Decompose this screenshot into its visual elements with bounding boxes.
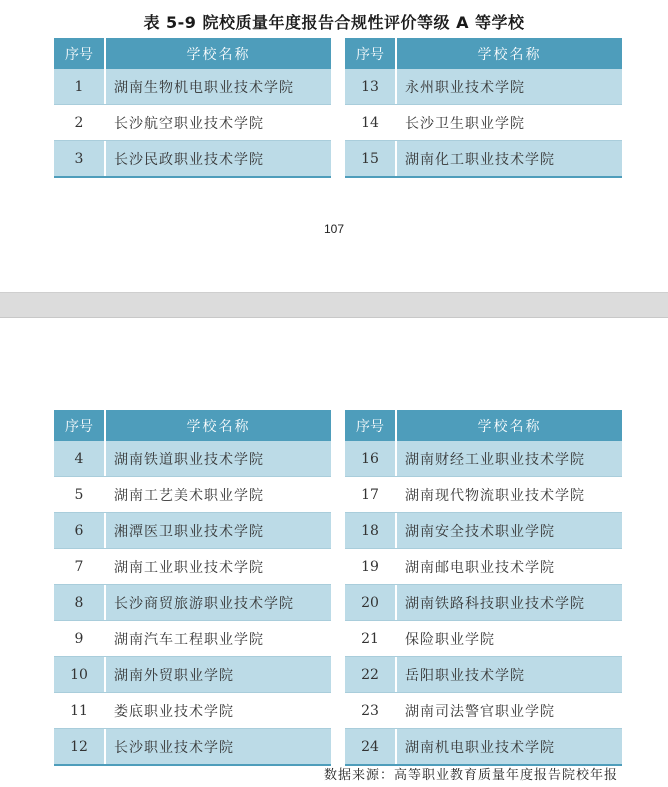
row-number: 16 [345, 441, 397, 476]
table-top-left [54, 38, 331, 178]
table-row [345, 693, 622, 729]
table-row [54, 729, 331, 766]
row-number: 7 [54, 549, 106, 584]
table-row [345, 441, 622, 477]
table-row [54, 657, 331, 693]
table-row [54, 105, 331, 141]
table-bottom-right [345, 410, 622, 766]
row-number: 12 [54, 729, 106, 764]
row-number: 13 [345, 69, 397, 104]
page-gap [0, 292, 668, 318]
school-name: 湖南生物机电职业技术学院 [114, 79, 294, 96]
page-number: 107 [323, 222, 345, 236]
school-name: 长沙商贸旅游职业技术学院 [114, 595, 294, 612]
school-name: 岳阳职业技术学院 [405, 667, 525, 684]
row-number: 19 [345, 549, 397, 584]
data-source-note: 数据来源：高等职业教育质量年度报告院校年报 [323, 768, 618, 783]
row-number: 24 [345, 729, 397, 764]
row-number: 22 [345, 657, 397, 692]
row-number: 9 [54, 621, 106, 656]
table-row [345, 141, 622, 178]
row-number: 17 [345, 477, 397, 512]
table-row [54, 549, 331, 585]
header-num: 序号 [345, 38, 397, 69]
page-bottom [0, 318, 668, 787]
school-name: 湖南铁路科技职业技术学院 [405, 595, 585, 612]
page-top [0, 0, 668, 292]
table-row [345, 657, 622, 693]
row-number: 1 [54, 69, 106, 104]
row-number: 4 [54, 441, 106, 476]
header-num: 序号 [345, 410, 397, 441]
table-row [345, 729, 622, 766]
school-name: 湖南外贸职业学院 [114, 667, 234, 684]
row-number: 5 [54, 477, 106, 512]
table-row [54, 513, 331, 549]
header-name: 学校名称 [477, 46, 542, 63]
row-number: 20 [345, 585, 397, 620]
row-number: 8 [54, 585, 106, 620]
school-name: 长沙职业技术学院 [114, 739, 234, 756]
school-name: 湖南财经工业职业技术学院 [405, 451, 585, 468]
table-row [345, 105, 622, 141]
table-header-row [345, 38, 622, 69]
school-name: 娄底职业技术学院 [114, 703, 234, 720]
table-title: 表 5-9 院校质量年度报告合规性评价等级 A 等学校 [143, 13, 525, 32]
table-row [54, 585, 331, 621]
table-header-row [54, 38, 331, 69]
header-name: 学校名称 [186, 46, 251, 63]
row-number: 23 [345, 693, 397, 728]
row-number: 21 [345, 621, 397, 656]
table-header-row [54, 410, 331, 441]
row-number: 10 [54, 657, 106, 692]
school-name: 湖南汽车工程职业学院 [114, 631, 264, 648]
school-name: 长沙航空职业技术学院 [114, 115, 264, 132]
school-name: 湖南工业职业技术学院 [114, 559, 264, 576]
school-name: 湖南司法警官职业学院 [405, 703, 555, 720]
row-number: 2 [54, 105, 106, 140]
row-number: 6 [54, 513, 106, 548]
table-row [345, 69, 622, 105]
school-name: 湖南邮电职业技术学院 [405, 559, 555, 576]
table-row [345, 621, 622, 657]
school-name: 长沙卫生职业学院 [405, 115, 525, 132]
school-name: 湖南安全技术职业学院 [405, 523, 555, 540]
header-num: 序号 [54, 410, 106, 441]
header-name: 学校名称 [186, 418, 251, 435]
table-top-right [345, 38, 622, 178]
table-bottom-left [54, 410, 331, 766]
school-name: 湖南机电职业技术学院 [405, 739, 555, 756]
table-row [54, 621, 331, 657]
row-number: 11 [54, 693, 106, 728]
row-number: 18 [345, 513, 397, 548]
header-name: 学校名称 [477, 418, 542, 435]
table-row [345, 477, 622, 513]
row-number: 3 [54, 141, 106, 176]
school-name: 湖南化工职业技术学院 [405, 151, 555, 168]
table-row [54, 441, 331, 477]
table-header-row [345, 410, 622, 441]
row-number: 15 [345, 141, 397, 176]
school-name: 湖南铁道职业技术学院 [114, 451, 264, 468]
school-name: 湖南工艺美术职业学院 [114, 487, 264, 504]
table-row [54, 477, 331, 513]
school-name: 保险职业学院 [405, 631, 495, 648]
school-name: 长沙民政职业技术学院 [114, 151, 264, 168]
table-row [54, 69, 331, 105]
table-row [345, 549, 622, 585]
school-name: 湘潭医卫职业技术学院 [114, 523, 264, 540]
school-name: 永州职业技术学院 [405, 79, 525, 96]
header-num: 序号 [54, 38, 106, 69]
table-row [345, 513, 622, 549]
school-name: 湖南现代物流职业技术学院 [405, 487, 585, 504]
table-row [54, 141, 331, 178]
table-row [345, 585, 622, 621]
row-number: 14 [345, 105, 397, 140]
table-row [54, 693, 331, 729]
